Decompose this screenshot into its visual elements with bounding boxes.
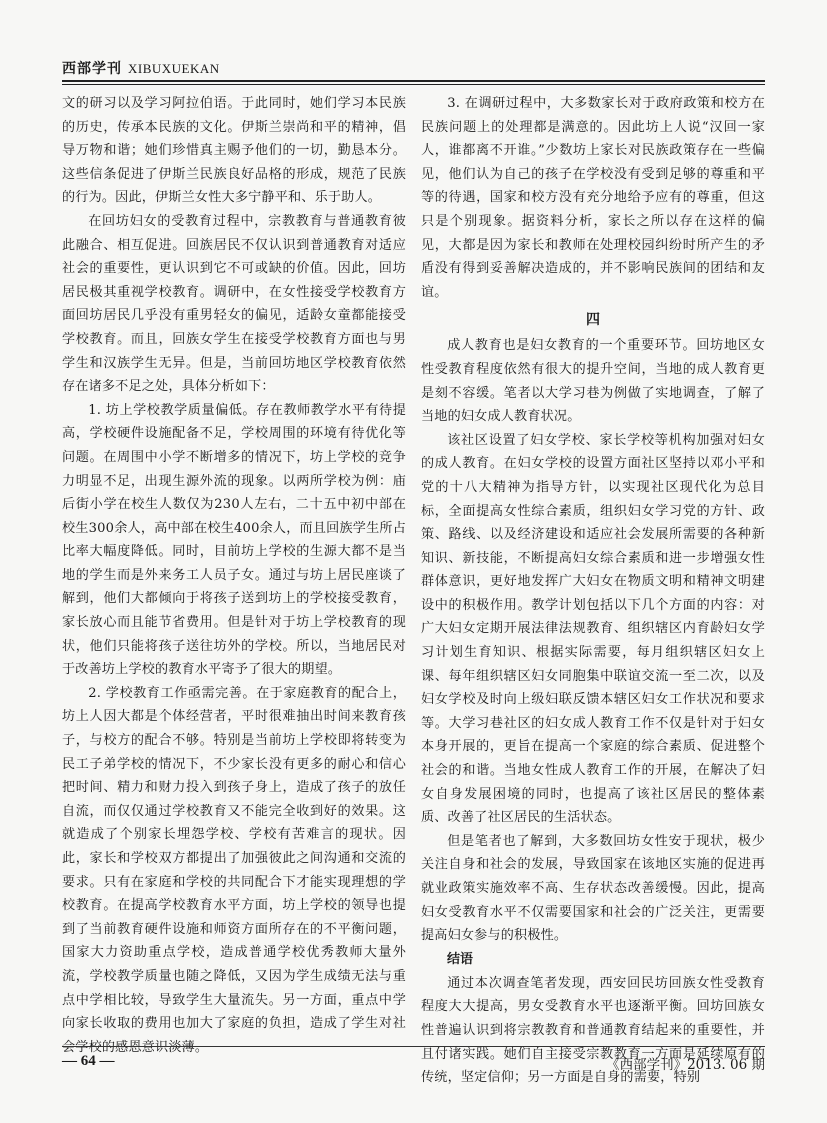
paragraph: 3. 在调研过程中，大多数家长对于政府政策和校方在民族问题上的处理都是满意的。因此坊上人说“汉回一家人，谁都离不开谁。”少数坊上家长对民族政策存在一些偏见，他们认为自己的孩子在学校没有受到足够的尊重和平等的待遇，国家和校方没有充分地给予应有的尊重，但这只是个别现象。据资料分析，家长之所以存在这样的偏见，大都是因为家长和教师在处理校园纠纷时所产生的矛盾没有得到妥善解决造成的，并不影响民族间的团结和友谊。	[421, 96, 765, 300]
paragraph: 1. 坊上学校教学质量偏低。存在教师教学水平有待提高，学校硬件设施配备不足，学校周围的环境有待优化等问题。在周围中小学不断增多的情况下，坊上学校的竞争力明显不足，出现生源外流的现象。以两所学校为例：庙后街小学在校生人数仅为230人左右，二十五中初中部在校生300余人，高中部在校生400余人，而且回族学生所占比率大幅度降低。同时，目前坊上学校的生源大都不是当地的学生而是外来务工人员子女。通过与坊上居民座谈了解到，他们大都倾向于将孩子送到坊上的学校接受教育，家长放心而且能节省费用。但是针对于坊上学校教育的现状，他们只能将孩子送往坊外的学校。所以，当地居民对于改善坊上学校的教育水平寄予了很大的期望。	[62, 402, 406, 678]
footer-rule	[62, 1046, 765, 1047]
conclusion-heading: 结语	[447, 951, 474, 967]
running-header	[62, 58, 765, 80]
paragraph: 在回坊妇女的受教育过程中，宗教教育与普通教育彼此融合、相互促进。回族居民不仅认识到普通教育对适应社会的重要性，更认识到它不可或缺的价值。因此，回坊居民极其重视学校教育。调研中，在女性接受学校教育方面回坊居民几乎没有重男轻女的偏见，适龄女童都能接受学校教育。而且，回族女学生在接受学校教育方面也与男学生和汉族学生无异。但是，当前回坊地区学校教育依然存在诸多不足之处，具体分析如下：	[62, 213, 406, 395]
page-number: — 64 —	[62, 1053, 115, 1069]
journal-title-latin: XIBUXUEKAN	[128, 61, 220, 76]
paragraph: 但是笔者也了解到，大多数回坊女性安于现状，极少关注自身和社会的发展，导致国家在该地区实施的促进再就业政策实施效率不高、生存状态改善缓慢。因此，提高妇女受教育水平不仅需要国家和社会的广泛关注，更需要提高妇女参与的积极性。	[421, 833, 765, 944]
section-heading: 四	[586, 312, 600, 329]
journal-title: 西部学刊	[62, 61, 122, 77]
paragraph: 成人教育也是妇女教育的一个重要环节。回坊地区女性受教育程度依然有很大的提升空间，当地的成人教育更是刻不容缓。笔者以大学习巷为例做了实地调查，了解了当地的妇女成人教育状况。	[421, 338, 765, 425]
paragraph: 2. 学校教育工作亟需完善。在于家庭教育的配合上，坊上人因大都是个体经营者，平时很难抽出时间来教育孩子，与校方的配合不够。特别是当前坊上学校即将转变为民工子弟学校的情况下，不少家长没有更多的耐心和信心把时间、精力和财力投入到孩子身上，造成了孩子的放任自流，而仅仅通过学校教育又不能完全收到好的效果。这就造成了个别家长埋怨学校、学校有苦难言的现状。因此，家长和学校双方都提出了加强彼此之间沟通和交流的要求。只有在家庭和学校的共同配合下才能实现理想的学校教育。在提高学校教育水平方面，坊上学校的领导也提到了当前教育硬件设施和师资方面所存在的不平衡问题，国家大力资助重点学校，造成普通学校优秀教师大量外流，学校教学质量也随之降低，又因为学生成绩无法与重点中学相比较，导致学生大量流失。另一方面，重点中学向家长收取的费用也加大了家庭的负担，造成了学生对社会学校的感恩意识淡薄。	[62, 685, 406, 1055]
paragraph: 文的研习以及学习阿拉伯语。于此同时，她们学习本民族的历史，传承本民族的文化。伊斯兰崇尚和平的精神，倡导万物和谐；她们珍惜真主赐予他们的一切，勤恳本分。这些信条促进了伊斯兰民族良好品格的形成，规范了民族的行为。因此，伊斯兰女性大多宁静平和、乐于助人。	[62, 96, 406, 206]
issue-label: 《西部学刊》2013. 06 期	[606, 1057, 765, 1073]
paragraph: 该社区设置了妇女学校、家长学校等机构加强对妇女的成人教育。在妇女学校的设置方面社区坚持以邓小平和党的十八大精神为指导方针，以实现社区现代化为总目标，全面提高女性综合素质，组织妇女学习党的方针、政策、路线、以及经济建设和适应社会发展所需要的各种新知识、新技能，不断提高妇女综合素质和进一步增强女性群体意识，更好地发挥广大妇女在物质文明和精神文明建设中的积极作用。教学计划包括以下几个方面的内容：对广大妇女定期开展法律法规教育、组织辖区内育龄妇女学习计划生育知识、根据实际需要，每月组织辖区妇女上课、每年组织辖区妇女同胞集中联谊交流一至二次，以及妇女学校及时向上级妇联反馈本辖区妇女工作状况和要求等。大学习巷社区的妇女成人教育工作不仅是针对于妇女本身开展的，更旨在提高一个家庭的综合素质、促进整个社会的和谐。当地女性成人教育工作的开展，在解决了妇女自身发展困境的同时，也提高了该社区居民的整体素质、改善了社区居民的生活状态。	[421, 432, 765, 826]
header-rule	[62, 80, 765, 85]
left-column	[62, 92, 406, 1055]
paragraph: 通过本次调查笔者发现，西安回民坊回族女性受教育程度大大提高，男女受教育水平也逐渐平衡。回坊回族女性普遍认识到将宗教教育和普通教育结起来的重要性，并且付诸实践。她们自主接受宗教教育一方面是延续原有的传统，坚定信仰；另一方面是自身的需要，特别	[421, 975, 765, 1086]
